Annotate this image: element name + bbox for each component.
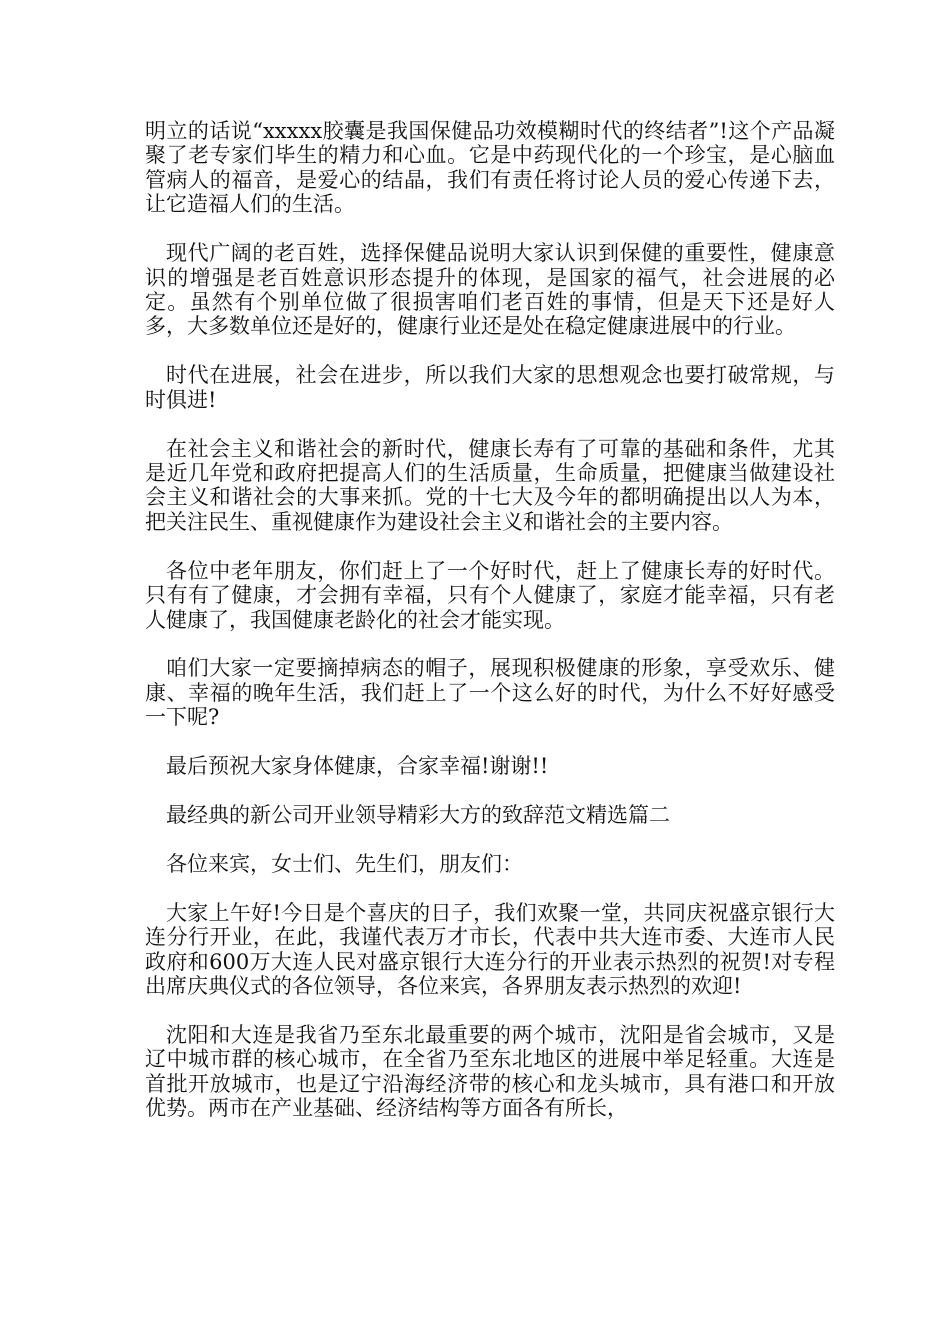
paragraph-5: 各位中老年朋友，你们赶上了一个好时代，赶上了健康长寿的好时代。只有有了健康，才会拥有幸福，只有个人健康了，家庭才能幸福，只有老人健康了，我国健康老龄化的社会才能实现。 bbox=[145, 558, 835, 632]
paragraph-11: 沈阳和大连是我省乃至东北最重要的两个城市，沈阳是省会城市，又是辽中城市群的核心城市，在全省乃至东北地区的进展中举足轻重。大连是首批开放城市，也是辽宁沿海经济带的核心和龙头城市，具有港口和开放优势。两市在产业基础、经济结构等方面各有所长， bbox=[145, 1022, 835, 1121]
salutation: 各位来宾，女士们、先生们，朋友们： bbox=[166, 851, 523, 876]
document-body bbox=[145, 119, 835, 1145]
paragraph-10: 大家上午好!今日是个喜庆的日子，我们欢聚一堂，共同庆祝盛京银行大连分行开业，在此，我谨代表万才市长，代表中共大连市委、大连市人民政府和600万大连人民对盛京银行大连分行的开业表示热烈的祝贺!对专程出席庆典仪式的各位领导，各位来宾，各界朋友表示热烈的欢迎! bbox=[145, 900, 835, 999]
paragraph-3: 时代在进展，社会在进步，所以我们大家的思想观念也要打破常规，与时俱进! bbox=[145, 363, 835, 412]
paragraph-6: 咱们大家一定要摘掉病态的帽子，展现积极健康的形象，享受欢乐、健康、幸福的晚年生活，我们赶上了一个这么好的时代，为什么不好好感受一下呢? bbox=[145, 656, 835, 730]
paragraph-1: 明立的话说“xxxxx胶囊是我国保健品功效模糊时代的终结者”!这个产品凝聚了老专家们毕生的精力和心血。它是中药现代化的一个珍宝，是心脑血管病人的福音，是爱心的结晶，我们有责任将讨论人员的爱心传递下去，让它造福人们的生活。 bbox=[145, 119, 835, 217]
paragraph-4: 在社会主义和谐社会的新时代，健康长寿有了可靠的基础和条件，尤其是近几年党和政府把提高人们的生活质量，生命质量，把健康当做建设社会主义和谐社会的大事来抓。党的十七大及今年的都明确提出以人为本，把关注民生、重视健康作为建设社会主义和谐社会的主要内容。 bbox=[145, 436, 835, 534]
closing-line: 最后预祝大家身体健康，合家幸福!谢谢!! bbox=[166, 754, 549, 779]
paragraph-2: 现代广阔的老百姓，选择保健品说明大家认识到保健的重要性，健康意识的增强是老百姓意识形态提升的体现，是国家的福气，社会进展的必定。虽然有个别单位做了很损害咱们老百姓的事情，但是天下还是好人多，大多数单位还是好的，健康行业还是处在稳定健康进展中的行业。 bbox=[145, 241, 835, 339]
section-title: 最经典的新公司开业领导精彩大方的致辞范文精选篇二 bbox=[166, 803, 670, 828]
